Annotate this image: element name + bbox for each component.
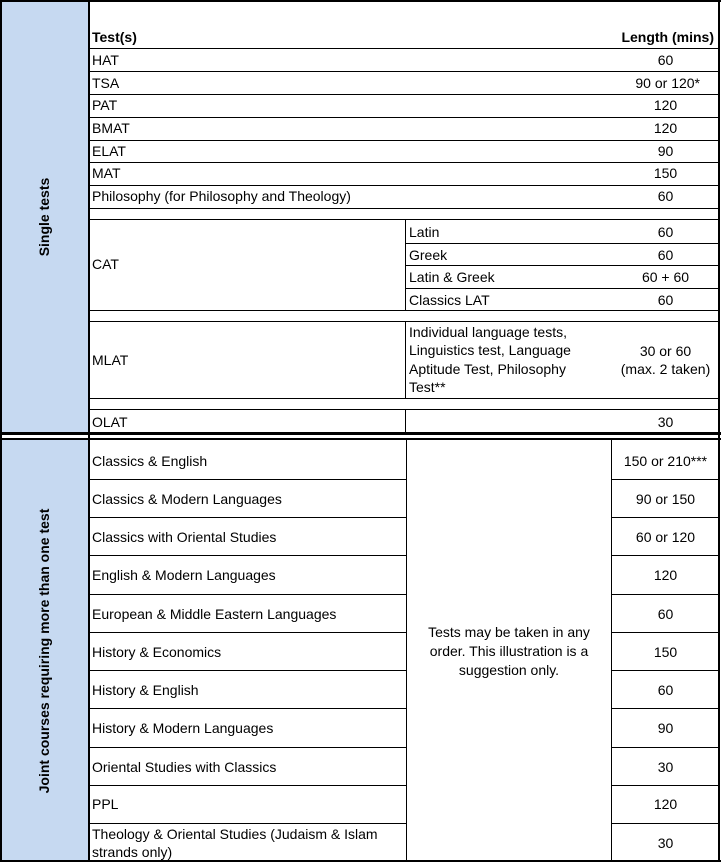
row-test: TSA: [92, 75, 120, 91]
joint-length: 120: [653, 567, 678, 583]
joint-length: 30: [657, 835, 674, 851]
joint-courses-label: Joint courses requiring more than one test: [36, 508, 52, 794]
row-test: MAT: [92, 165, 121, 181]
cat-test: CAT: [92, 256, 119, 272]
joint-length: 60: [657, 606, 674, 622]
cat-sub-name: Greek: [409, 247, 448, 263]
mlat-length-line: 30 or 60: [639, 343, 692, 359]
row-test: Philosophy (for Philosophy and Theology): [92, 188, 351, 204]
row-length: 120: [653, 97, 678, 113]
row-length: 60: [657, 188, 674, 204]
row-test: ELAT: [92, 143, 126, 159]
joint-length: 30: [657, 759, 674, 775]
row-length: 90: [657, 143, 674, 159]
mlat-length-line: (max. 2 taken): [620, 361, 711, 377]
joint-course-line: strands only): [92, 844, 173, 860]
joint-course: Classics & English: [92, 453, 208, 469]
cat-sub-length: 60: [657, 247, 674, 263]
header-test: Test(s): [92, 29, 137, 45]
joint-length: 60 or 120: [635, 529, 696, 545]
row-length: 90 or 120*: [635, 75, 700, 91]
joint-course: Oriental Studies with Classics: [92, 759, 277, 775]
note-line: order. This illustration is a: [429, 643, 589, 659]
joint-length: 60: [657, 682, 674, 698]
row-test: BMAT: [92, 120, 130, 136]
row-length: 120: [653, 120, 678, 136]
joint-length: 150 or 210***: [623, 453, 708, 469]
joint-course: History & Modern Languages: [92, 720, 274, 736]
joint-course: History & English: [92, 682, 199, 698]
cat-sub-name: Classics LAT: [409, 292, 490, 308]
joint-length: 90: [657, 720, 674, 736]
mlat-sub-line: Test**: [409, 379, 446, 395]
row-length: 150: [653, 165, 678, 181]
row-test: HAT: [92, 52, 119, 68]
single-tests-label: Single tests: [36, 177, 52, 257]
mlat-sub-line: Individual language tests,: [409, 324, 567, 340]
joint-length: 120: [653, 796, 678, 812]
row-length: 60: [657, 52, 674, 68]
joint-course: PPL: [92, 796, 119, 812]
joint-course: English & Modern Languages: [92, 567, 276, 583]
cat-sub-name: Latin: [409, 224, 440, 240]
mlat-test: MLAT: [92, 352, 129, 368]
header-length: Length (mins): [621, 29, 714, 45]
mlat-sub-line: Linguistics test, Language: [409, 342, 571, 358]
joint-course-line: Theology & Oriental Studies (Judaism & Islam: [92, 826, 378, 842]
joint-course: European & Middle Eastern Languages: [92, 606, 337, 622]
cat-sub-length: 60 + 60: [641, 269, 690, 285]
joint-course: Classics & Modern Languages: [92, 491, 282, 507]
cat-sub-length: 60: [657, 292, 674, 308]
cat-sub-length: 60: [657, 224, 674, 240]
joint-course: History & Economics: [92, 644, 222, 660]
joint-length: 150: [653, 644, 678, 660]
note-line: Tests may be taken in any: [428, 624, 590, 640]
row-test: PAT: [92, 97, 118, 113]
joint-length: 90 or 150: [635, 491, 696, 507]
olat-test: OLAT: [92, 414, 128, 430]
cat-sub-name: Latin & Greek: [409, 269, 495, 285]
mlat-sub-line: Aptitude Test, Philosophy: [409, 361, 566, 377]
joint-course: Classics with Oriental Studies: [92, 529, 277, 545]
note-line: suggestion only.: [458, 662, 560, 678]
olat-length: 30: [657, 414, 674, 430]
